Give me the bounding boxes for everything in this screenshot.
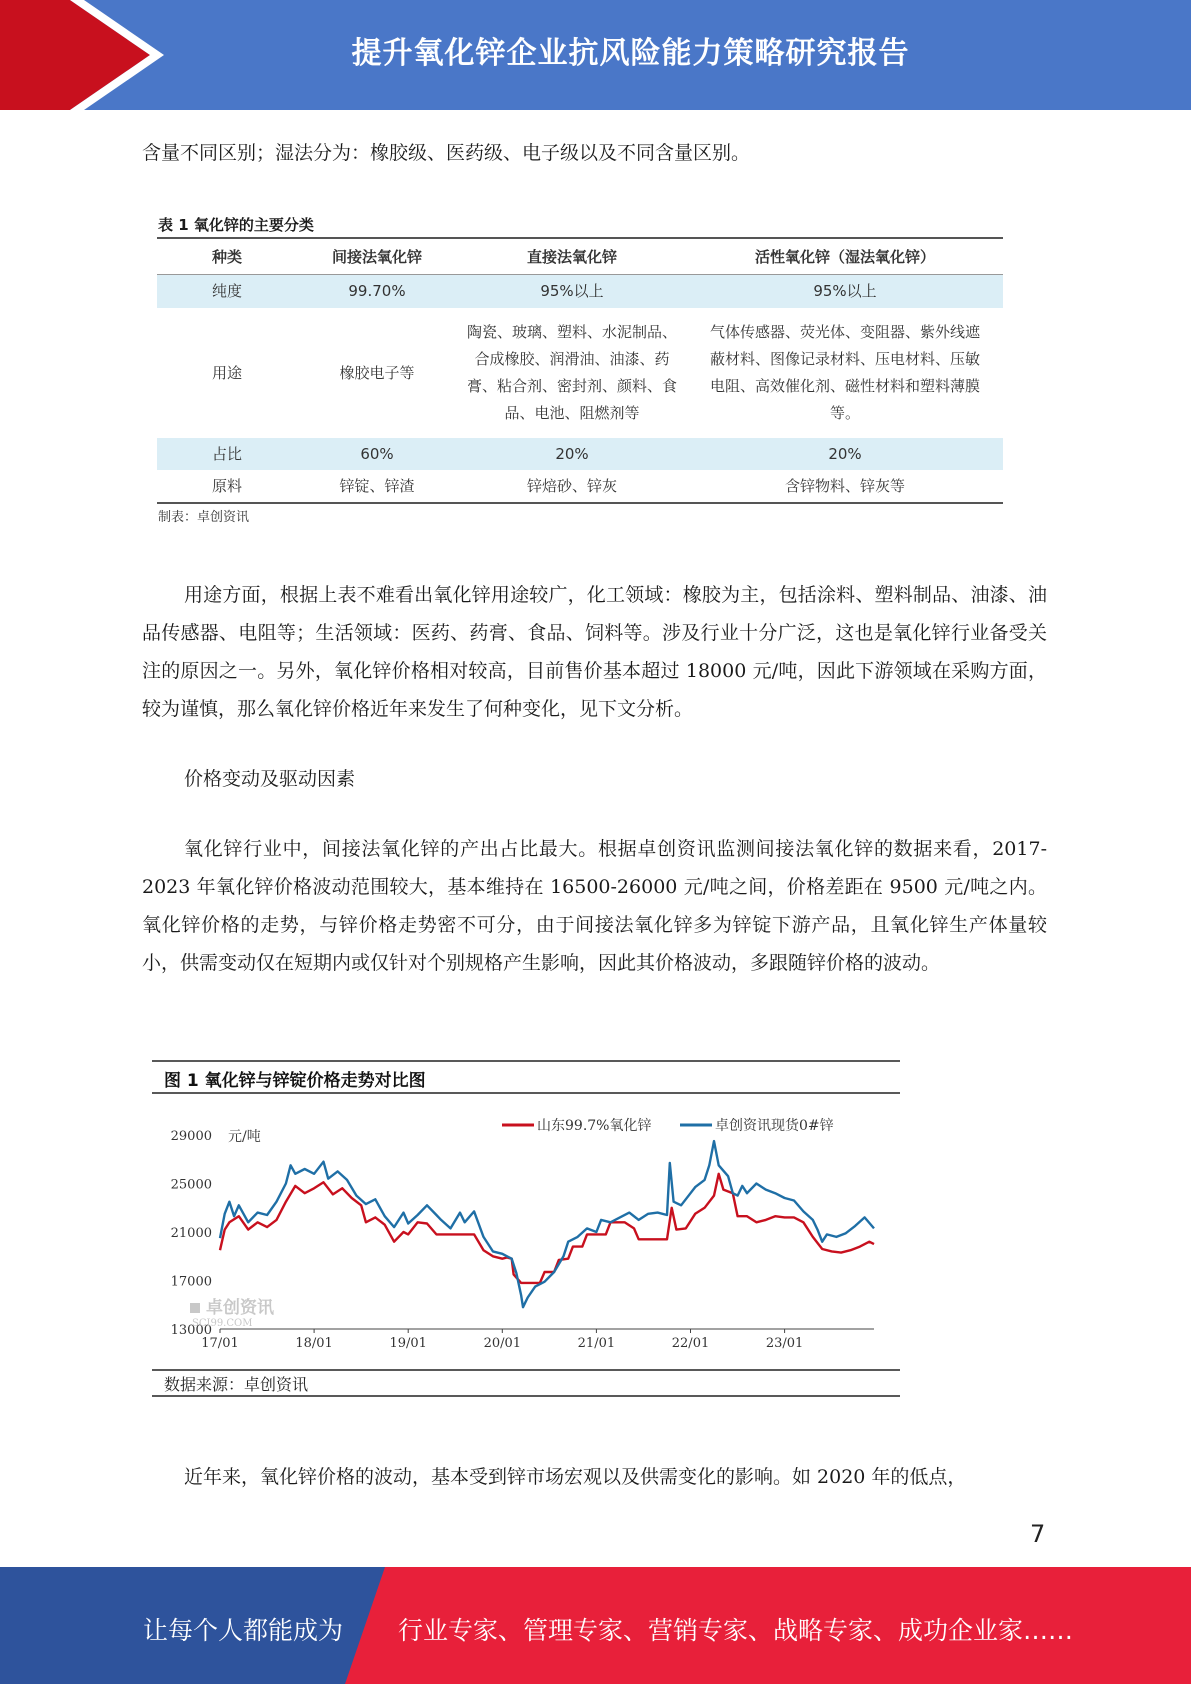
- paragraph-intro: 含量不同区别；湿法分为：橡胶级、医药级、电子级以及不同含量区别。: [142, 142, 751, 164]
- chart-title: 图 1 氧化锌与锌锭价格走势对比图: [164, 1071, 426, 1091]
- x-tick-label: 23/01: [765, 1336, 804, 1351]
- table-cell: 气体传感器、荧光体、变阻器、紫外线遮蔽材料、图像记录材料、压电材料、压敏电阻、高效催化剂、磁性材料和塑料薄膜等。: [709, 323, 980, 422]
- watermark-text: 卓创资讯: [206, 1298, 274, 1318]
- paragraph-price: 氧化锌行业中，间接法氧化锌的产出占比最大。根据卓创资讯监测间接法氧化锌的数据来看，2017-2023 年氧化锌价格波动范围较大，基本维持在 16500-26000 元/吨之间，价格差距在 9500 元/吨之内。氧化锌价格的走势，与锌价格走势密不可分，由于间接法氧化锌多为锌锭下游产品，且氧化锌生产体量较小，供需变动仅在短期内或仅针对个别规格产生影响，因此其价格波动，多跟随锌价格的波动。: [142, 838, 1047, 974]
- chart-source: 数据来源：卓创资讯: [164, 1375, 309, 1394]
- x-tick-label: 21/01: [577, 1336, 616, 1351]
- y-tick-label: 13000: [170, 1323, 212, 1338]
- table-cell: 橡胶电子等: [339, 363, 415, 382]
- x-tick-label: 20/01: [483, 1336, 522, 1351]
- x-tick-label: 17/01: [201, 1336, 239, 1351]
- table-cell: 锌焙砂、锌灰: [457, 470, 687, 503]
- table-source: 制表：卓创资讯: [158, 510, 250, 525]
- table-cell: 陶瓷、玻璃、塑料、水泥制品、合成橡胶、润滑油、油漆、药膏、粘合剂、密封剂、颜料、食品、电池、阻燃剂等: [466, 323, 677, 422]
- series-line-zinc-oxide: [220, 1174, 874, 1283]
- page-number: 7: [1030, 1520, 1046, 1548]
- footer-slogan-right: 行业专家、管理专家、营销专家、战略专家、成功企业家……: [398, 1616, 1074, 1645]
- y-axis-label: 元/吨: [228, 1129, 261, 1146]
- x-tick-label: 18/01: [295, 1336, 333, 1351]
- table-cell: 20%: [687, 438, 1003, 470]
- table-header-cell: 间接法氧化锌: [297, 238, 457, 274]
- y-tick-label: 21000: [170, 1226, 212, 1241]
- x-tick-label: 22/01: [671, 1336, 710, 1351]
- chart-plot-area: [171, 1117, 874, 1351]
- table-cell: 20%: [457, 438, 687, 470]
- table-cell: 用途: [211, 363, 242, 382]
- price-chart: [152, 1055, 902, 1400]
- legend-label: 山东99.7%氧化锌: [537, 1118, 652, 1134]
- table-cell: 原料: [157, 470, 297, 503]
- paragraph-usage: 用途方面，根据上表不难看出氧化锌用途较广，化工领域：橡胶为主，包括涂料、塑料制品、油漆、油品传感器、电阻等；生活领域：医药、药膏、食品、饲料等。涉及行业十分广泛，这也是氧化锌行业备受关注的原因之一。另外，氧化锌价格相对较高，目前售价基本超过 18000 元/吨，因此下游领域在采购方面，较为谨慎，那么氧化锌价格近年来发生了何种变化，见下文分析。: [142, 584, 1047, 720]
- y-tick-label: 25000: [170, 1177, 212, 1193]
- table-caption: 表 1 氧化锌的主要分类: [158, 216, 314, 234]
- page-footer: [0, 1567, 1191, 1684]
- table-row: [157, 308, 1003, 438]
- table-cell: 95%以上: [457, 274, 687, 308]
- table-cell: 占比: [157, 438, 297, 470]
- table-header-row: [157, 238, 1003, 274]
- series-line-zinc-ingot: [220, 1141, 874, 1307]
- paragraph-recent: 近年来，氧化锌价格的波动，基本受到锌市场宏观以及供需变化的影响。如 2020 年的低点，: [184, 1466, 967, 1488]
- table-row: [157, 274, 1003, 308]
- price-chart-svg: [152, 1055, 902, 1400]
- table-cell: 60%: [297, 438, 457, 470]
- x-tick-label: 19/01: [389, 1336, 427, 1351]
- table-cell: 纯度: [157, 274, 297, 308]
- page-header: [0, 0, 1191, 110]
- watermark-logo-icon: [190, 1303, 200, 1313]
- watermark-subtext: SCI99.COM: [192, 1318, 253, 1329]
- section-heading: 价格变动及驱动因素: [184, 768, 356, 790]
- classification-table: [157, 237, 1003, 504]
- y-tick-label: 17000: [170, 1274, 212, 1290]
- table-row: [157, 470, 1003, 503]
- table-cell: 锌锭、锌渣: [297, 470, 457, 503]
- table-cell: 含锌物料、锌灰等: [687, 470, 1003, 503]
- footer-slogan-left: 让每个人都能成为: [143, 1616, 344, 1645]
- table-header-cell: 种类: [157, 238, 297, 274]
- table-cell: 95%以上: [687, 274, 1003, 308]
- table-row: [157, 438, 1003, 470]
- table-header-cell: 活性氧化锌（湿法氧化锌）: [687, 238, 1003, 274]
- legend-label: 卓创资讯现货0#锌: [715, 1118, 834, 1134]
- table-cell: 99.70%: [297, 274, 457, 308]
- page-title: 提升氧化锌企业抗风险能力策略研究报告: [351, 36, 910, 71]
- y-tick-label: 29000: [170, 1129, 212, 1144]
- table-header-cell: 直接法氧化锌: [457, 238, 687, 274]
